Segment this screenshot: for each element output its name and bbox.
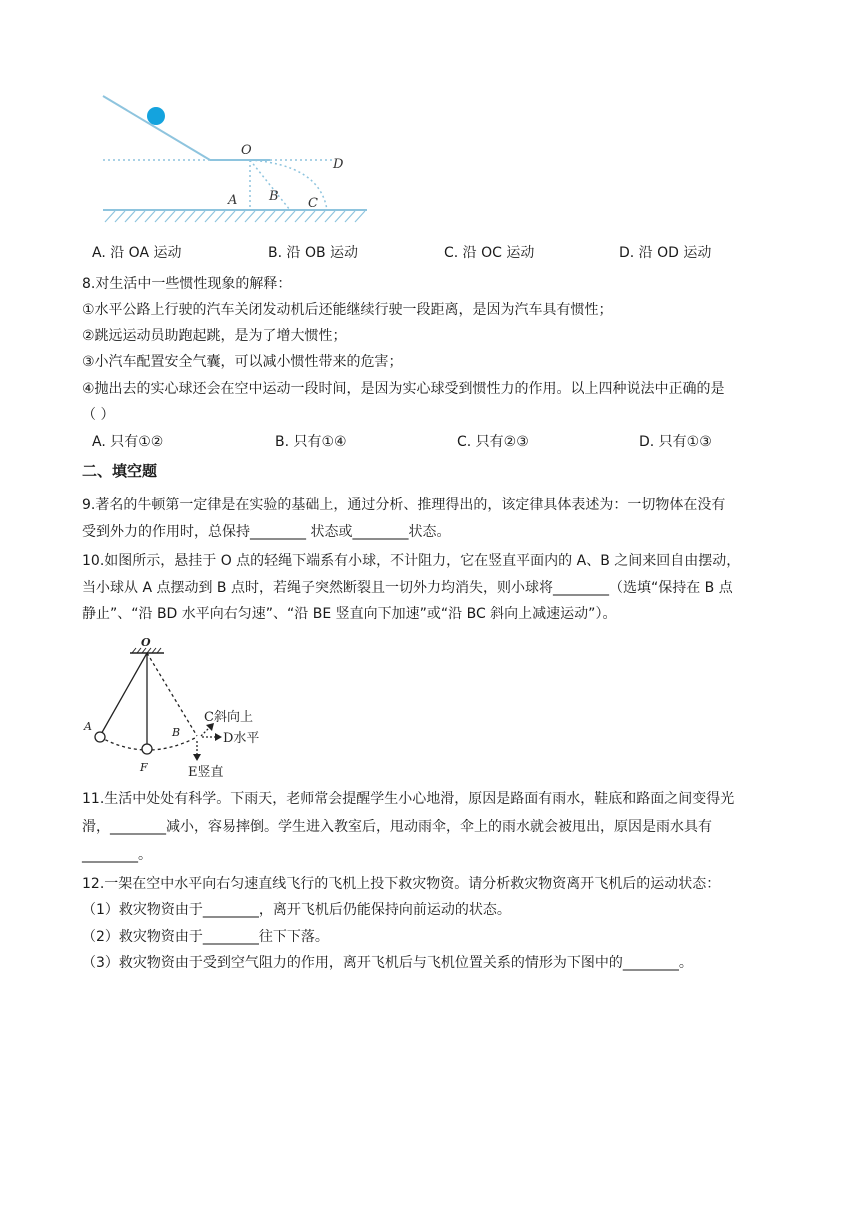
q7-option-b[interactable]: B. 沿 OB 运动 [268, 245, 359, 261]
rope-a [100, 653, 147, 736]
label-a: A [84, 720, 92, 733]
q9-line-1: 9.著名的牛顿第一定律是在实验的基础上，通过分析、推理得出的，该定律具体表述为：一切物体在没有 [82, 497, 726, 513]
label-o: O [241, 143, 252, 158]
q8-item-1: ①水平公路上行驶的汽车关闭发动机后还能继续行驶一段距离，是因为汽车具有惯性； [82, 302, 613, 318]
q8-answer-paren: （ ） [82, 407, 115, 423]
pendulum-figure [80, 635, 280, 785]
label-f: F [140, 761, 148, 774]
label-b: B [269, 189, 279, 204]
q10-line-3: 静止”、“沿 BD 水平向右匀速”、“沿 BE 竖直向下加速”或“沿 BC 斜向上减速运动”）。 [82, 606, 617, 622]
incline-line [103, 96, 210, 160]
label-c: C [308, 196, 318, 211]
q7-option-a[interactable]: A. 沿 OA 运动 [92, 245, 182, 261]
ball-a [95, 732, 105, 742]
q12-line-4: （3）救灾物资由于受到空气阻力的作用，离开飞机后与飞机位置关系的情形为下图中的________。 [82, 955, 693, 971]
ground-hatching [105, 211, 365, 222]
label-b: B [172, 726, 181, 739]
q11-line-2: 滑，________减小，容易摔倒。学生进入教室后，甩动雨伞，伞上的雨水就会被甩出，原因是雨水具有 [82, 819, 712, 835]
label-a: A [228, 193, 238, 208]
q12-line-2: （1）救灾物资由于________，离开飞机后仍能保持向前运动的状态。 [82, 902, 511, 918]
q8-stem: 8.对生活中一些惯性现象的解释： [82, 276, 292, 292]
q11-line-1: 11.生活中处处有科学。下雨天，老师常会提醒学生小心地滑，原因是路面有雨水，鞋底和路面之间变得光 [82, 791, 735, 807]
q8-option-d[interactable]: D. 只有①③ [639, 434, 712, 450]
q9-line-2: 受到外力的作用时，总保持________ 状态或________状态。 [82, 524, 451, 540]
q8-item-4: ④抛出去的实心球还会在空中运动一段时间，是因为实心球受到惯性力的作用。以上四种说法中正确的是 [82, 381, 725, 397]
arrow-be-head [193, 754, 201, 761]
q7-option-c[interactable]: C. 沿 OC 运动 [444, 245, 535, 261]
q8-option-c[interactable]: C. 只有②③ [457, 434, 529, 450]
label-o: O [141, 636, 151, 649]
section-title: 二、填空题 [82, 462, 158, 480]
q12-line-1: 12.一架在空中水平向右匀速直线飞行的飞机上投下救灾物资。请分析救灾物资离开飞机后的运动状态： [82, 876, 721, 892]
q10-line-1: 10.如图所示，悬挂于 O 点的轻绳下端系有小球，不计阻力，它在竖直平面内的 A、B 之间来回自由摆动， [82, 553, 741, 569]
incline-figure [95, 90, 385, 230]
label-d: D水平 [223, 731, 260, 746]
q7-option-d[interactable]: D. 沿 OD 运动 [619, 245, 712, 261]
ball-f [142, 744, 152, 754]
label-d: D [333, 157, 344, 172]
q8-option-b[interactable]: B. 只有①④ [275, 434, 347, 450]
label-c: C斜向上 [204, 710, 253, 725]
q8-item-3: ③小汽车配置安全气囊，可以减小惯性带来的危害； [82, 354, 403, 370]
q8-item-2: ②跳远运动员助跑起跳，是为了增大惯性； [82, 328, 347, 344]
label-e: E竖直 [188, 765, 224, 780]
q8-option-a[interactable]: A. 只有①② [92, 434, 164, 450]
q10-line-2: 当小球从 A 点摆动到 B 点时，若绳子突然断裂且一切外力均消失，则小球将________（选填“保持在 B 点 [82, 580, 733, 596]
rope-b [147, 653, 197, 736]
arrow-bd-head [215, 733, 222, 741]
ball [147, 107, 165, 125]
q12-line-3: （2）救灾物资由于________往下下落。 [82, 929, 329, 945]
q11-line-3: ________。 [82, 847, 152, 863]
